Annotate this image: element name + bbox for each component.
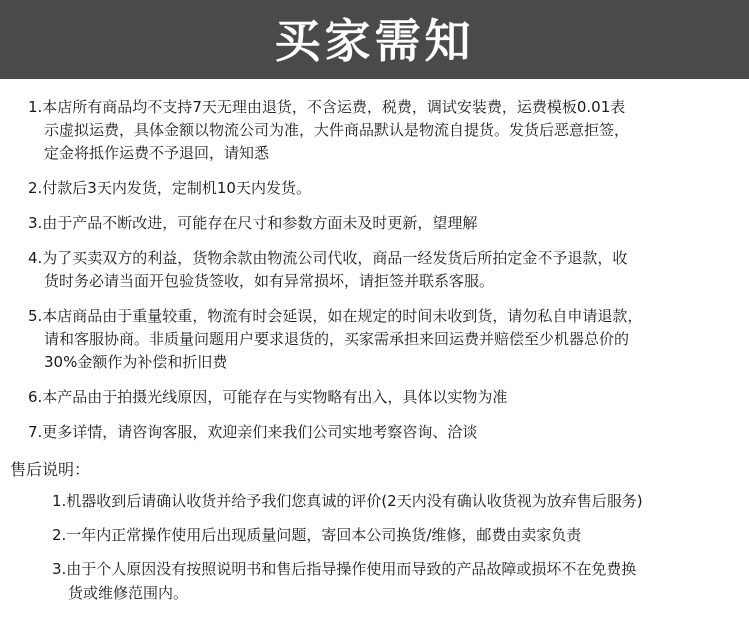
after-sales-item-3 — [52, 557, 742, 605]
term-item-4 — [28, 247, 728, 293]
term-item-2 — [28, 177, 728, 200]
after-sales-line: 2.一年内正常操作使用后出现质量问题，寄回本公司换货/维修，邮费由卖家负责 — [52, 526, 582, 544]
header-banner — [0, 0, 749, 79]
term-item-7 — [28, 421, 728, 444]
term-line: 5.本店商品由于重量较重，物流有时会延误，如在规定的时间未收到货，请勿私自申请退款， — [28, 307, 643, 325]
page-title: 买家需知 — [274, 13, 475, 68]
after-sales-line: 3.由于个人原因没有按照说明书和售后指导操作使用而导致的产品故障或损坏不在免费换 — [52, 560, 637, 578]
term-item-3 — [28, 212, 728, 235]
after-sales-line: 1.机器收到后请确认收货并给予我们您真诚的评价(2天内没有确认收货视为放弃售后服务) — [52, 492, 643, 510]
after-sales-list — [52, 489, 742, 605]
term-line: 1.本店所有商品均不支持7天无理由退货，不含运费，税费，调试安装费，运费模板0.01表 — [28, 98, 626, 116]
term-item-1 — [28, 96, 728, 165]
term-line: 3.由于产品不断改进，可能存在尺寸和参数方面未及时更新，望理解 — [28, 214, 478, 232]
term-line: 示虚拟运费，具体金额以物流公司为准，大件商品默认是物流自提货。发货后恶意拒签， — [44, 121, 630, 139]
term-line: 7.更多详情，请咨询客服，欢迎亲们来我们公司实地考察咨询、洽谈 — [28, 423, 478, 441]
after-sales-line: 货或维修范围内。 — [68, 584, 189, 602]
term-item-6 — [28, 386, 728, 409]
term-line: 2.付款后3天内发货，定制机10天内发货。 — [28, 179, 311, 197]
term-line: 请和客服协商。非质量问题用户要求退货的，买家需承担来回运费并赔偿至少机器总价的 — [44, 330, 630, 348]
term-item-5 — [28, 305, 728, 374]
after-sales-title: 售后说明： — [10, 460, 91, 479]
after-sales-item-2 — [52, 523, 742, 547]
term-line: 30%金额作为补偿和折旧费 — [44, 353, 228, 371]
term-line: 6.本产品由于拍摄光线原因，可能存在与实物略有出入，具体以实物为准 — [28, 388, 508, 406]
after-sales-item-1 — [52, 489, 742, 513]
term-line: 定金将抵作运费不予退回，请知悉 — [44, 144, 270, 162]
term-line: 货时务必请当面开包验货签收，如有异常损坏，请拒签并联系客服。 — [44, 272, 495, 290]
terms-list — [28, 96, 728, 444]
term-line: 4.为了买卖双方的利益，货物余款由物流公司代收，商品一经发货后所拍定金不予退款，收 — [28, 249, 628, 267]
